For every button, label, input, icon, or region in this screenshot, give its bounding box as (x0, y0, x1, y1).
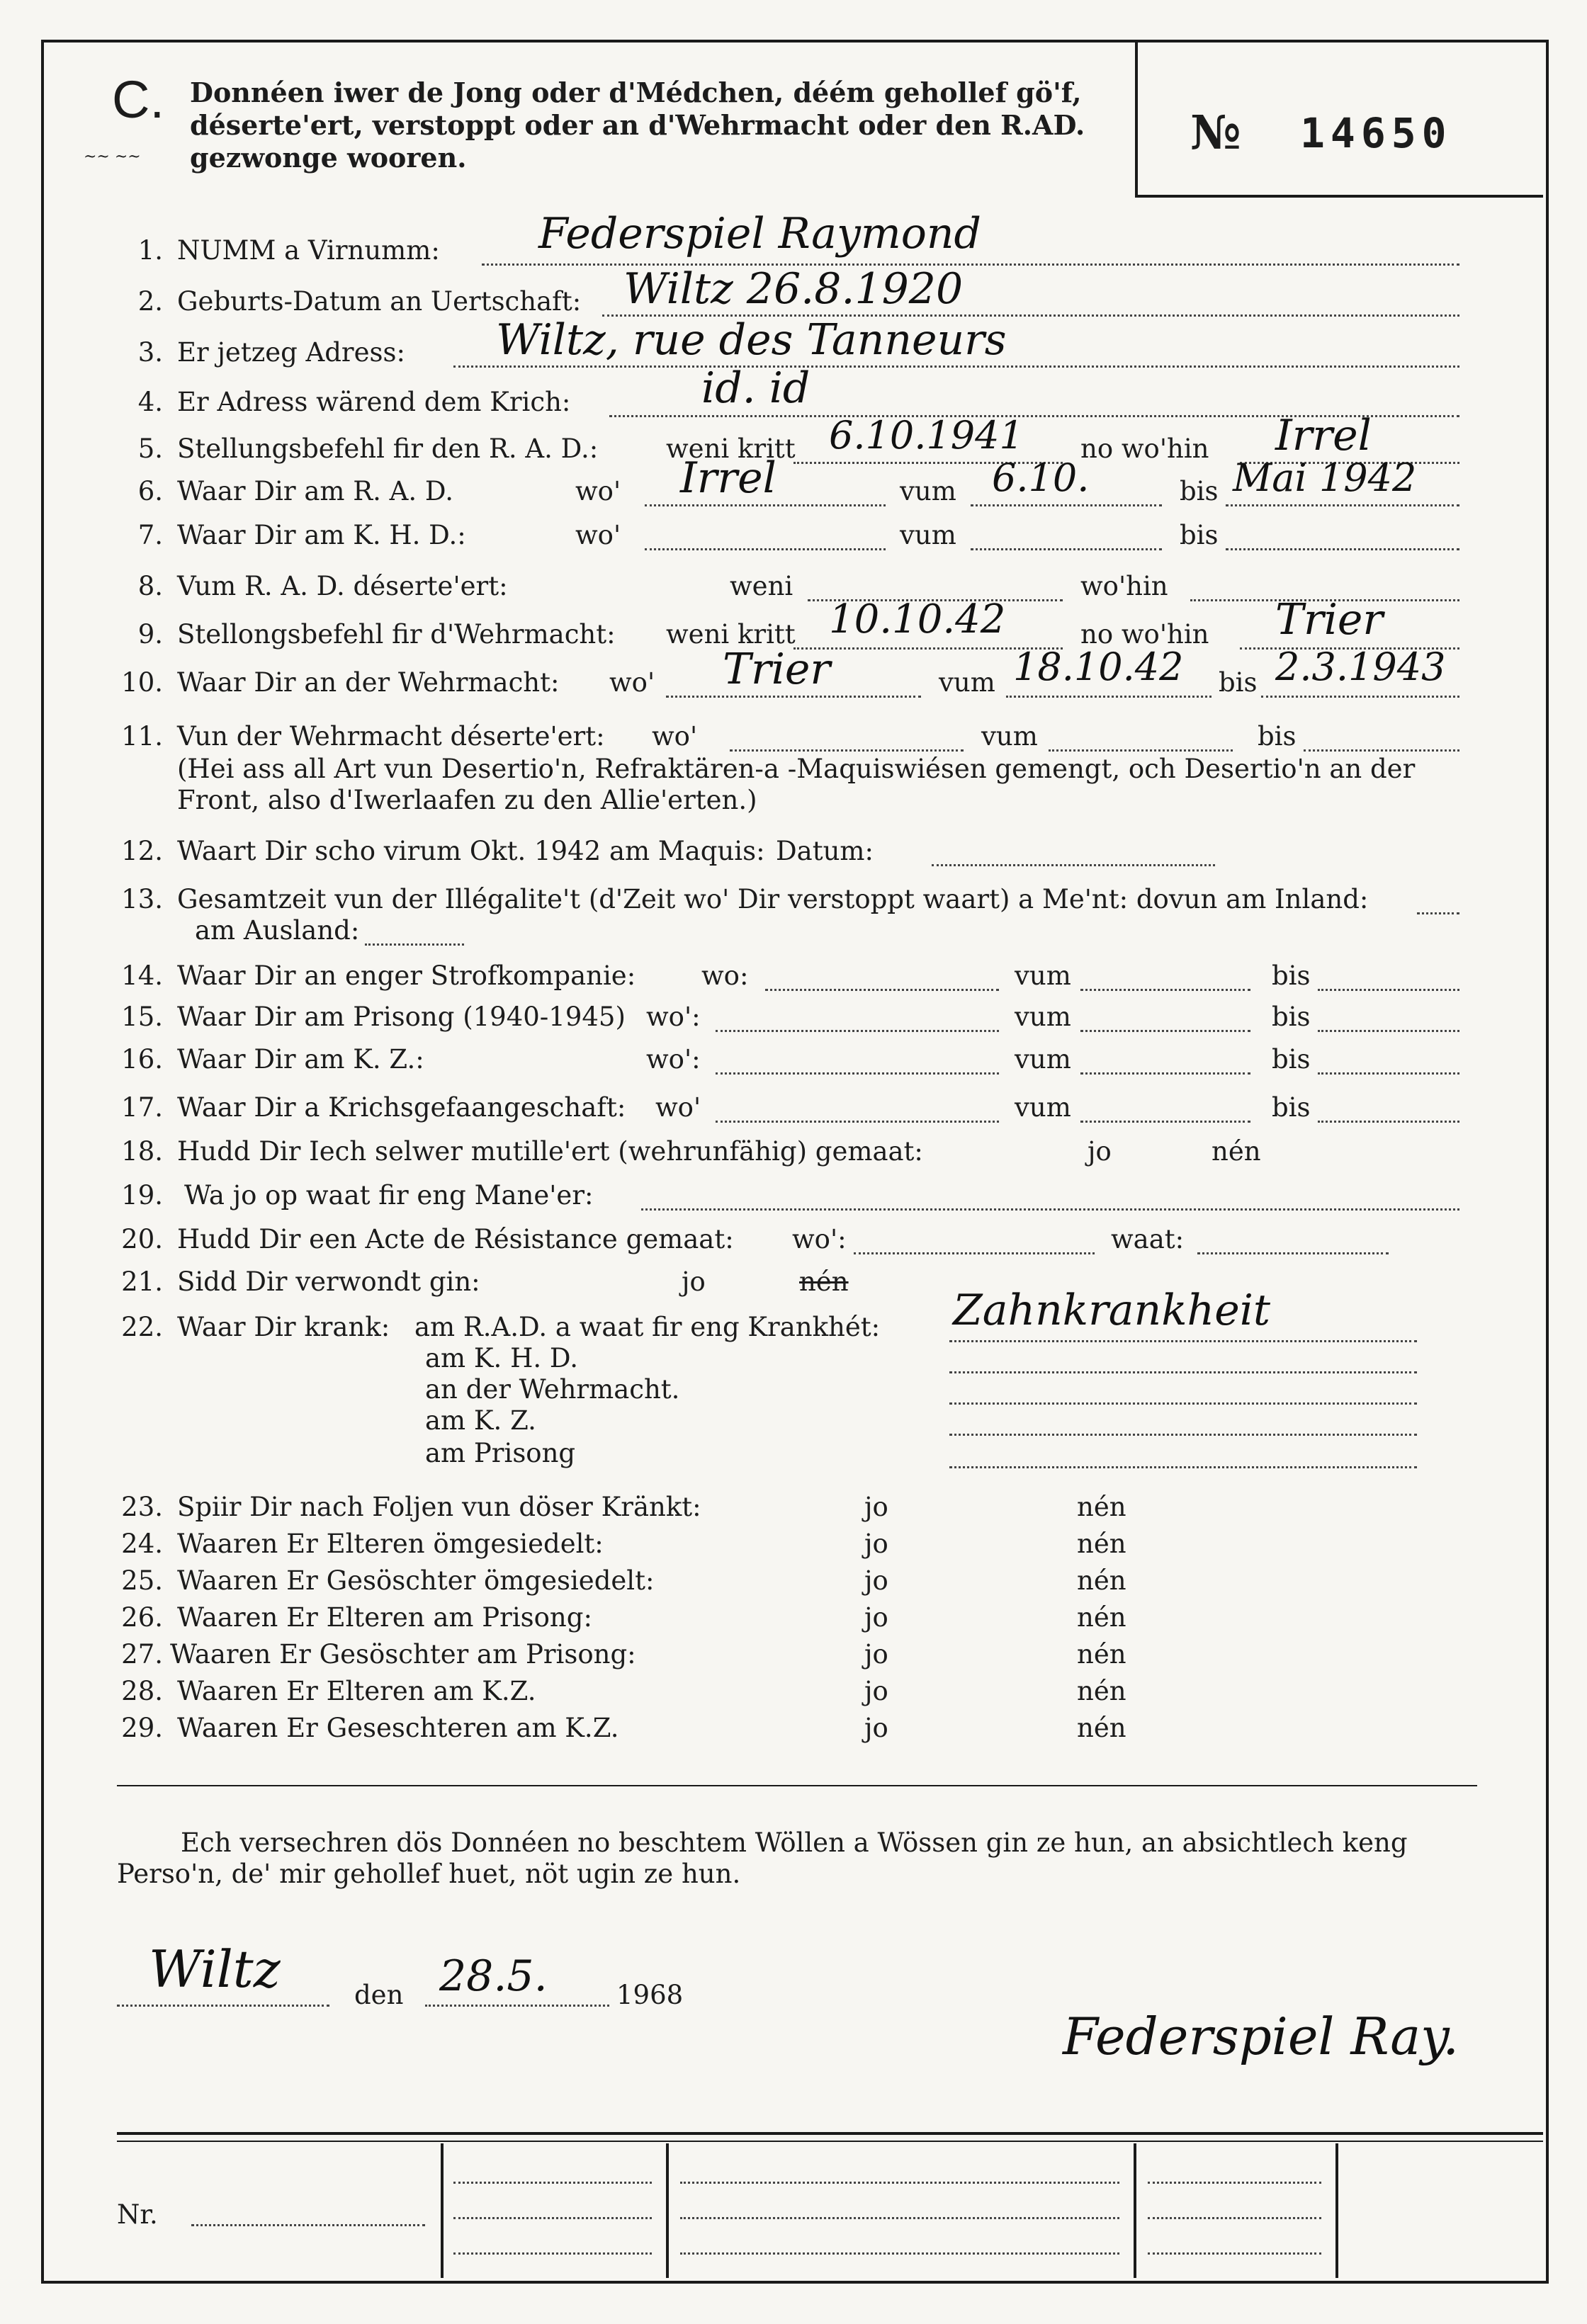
jo-option: jo (864, 1639, 888, 1670)
fill-line (1197, 1252, 1389, 1254)
handwritten-value: Wiltz 26.8.1920 (623, 264, 964, 314)
field-label: Wa jo op waat fir eng Mane'er: (184, 1180, 594, 1211)
nen-option: nén (1077, 1565, 1126, 1596)
field-label: Waar Dir an enger Strofkompanie: (177, 960, 636, 991)
fill-line (971, 548, 1162, 550)
vum-label: vum (1015, 960, 1071, 991)
footer-fill-line (453, 2217, 652, 2219)
field-number: 18. (121, 1136, 163, 1167)
vum-label: vum (1015, 1092, 1071, 1123)
bis-label: bis (1180, 520, 1219, 550)
field-number: 29. (121, 1713, 163, 1743)
field-label: Waaren Er Gesöschter ömgesiedelt: (177, 1565, 655, 1596)
fill-line (1049, 749, 1233, 752)
handwritten-value: Trier (1275, 595, 1384, 645)
fill-line (645, 504, 886, 506)
fill-line (1080, 989, 1250, 991)
fill-line (949, 1402, 1417, 1405)
bis-label: bis (1272, 1044, 1311, 1075)
fill-line (716, 1121, 999, 1123)
footer-fill-line (680, 2182, 1119, 2184)
field-number: 26. (121, 1602, 163, 1633)
fill-line (949, 1466, 1417, 1468)
sub-label: am K. H. D. (425, 1343, 578, 1373)
field-label: Stellungsbefehl fir den R. A. D.: (177, 433, 599, 464)
fill-line (1318, 1121, 1459, 1123)
nen-option-struck: nén (799, 1266, 849, 1297)
field-label: Waart Dir scho virum Okt. 1942 am Maquis: (177, 836, 765, 866)
weni-label: weni (730, 571, 794, 601)
footer-col-2 (666, 2143, 669, 2278)
fill-line (1318, 1030, 1459, 1032)
jo-option: jo (864, 1492, 888, 1522)
wo-label: wo': (792, 1224, 847, 1254)
footer-fill-line (1148, 2217, 1321, 2219)
field-label: Waaren Er Geseschteren am K.Z. (177, 1713, 619, 1743)
fill-line (730, 749, 964, 752)
wohin-label: no wo'hin (1080, 433, 1209, 464)
nen-option: nén (1077, 1713, 1126, 1743)
field-note: (Hei ass all Art vun Desertio'n, Refraktären-a -Maquiswiésen gemengt, och Desertio'n an der Front, also d'Iwerlaafen zu den Allie'erten.) (177, 754, 1416, 815)
wo-label: wo' (652, 721, 698, 752)
handwritten-value: 6.10.1941 (829, 413, 1024, 458)
footer-fill-line (1148, 2182, 1321, 2184)
footer-fill-line (680, 2252, 1119, 2255)
wo-label: wo' (575, 476, 621, 506)
fill-line (666, 696, 921, 698)
fill-line (1417, 912, 1459, 914)
wohin-label: no wo'hin (1080, 619, 1209, 650)
field-label: Vum R. A. D. déserte'ert: (177, 571, 508, 601)
field-label: Waar Dir a Krichsgefaangeschaft: (177, 1092, 626, 1123)
field-number: 23. (121, 1492, 163, 1522)
jo-option: jo (864, 1602, 888, 1633)
field-label: Waar Dir am K. H. D.: (177, 520, 466, 550)
field-number: 24. (121, 1529, 163, 1559)
handwritten-value: Zahnkrankheit (953, 1286, 1271, 1335)
nr-line (191, 2224, 425, 2226)
section-letter: C. (112, 70, 164, 129)
field-number: 13. (121, 884, 163, 914)
field-number: 4. (137, 387, 163, 417)
section-separator (117, 1785, 1477, 1786)
fill-line (949, 1371, 1417, 1373)
field-number: 7. (137, 520, 163, 550)
handwritten-value: 2.3.1943 (1275, 645, 1446, 689)
field-number: 16. (121, 1044, 163, 1075)
field-label: Waaren Er Elteren ömgesiedelt: (177, 1529, 604, 1559)
field-number: 27. (121, 1639, 163, 1670)
field-number: 10. (121, 667, 163, 698)
fill-line (765, 989, 999, 991)
field-label: Waaren Er Elteren am Prisong: (177, 1602, 592, 1633)
fill-line (1318, 989, 1459, 991)
field-label: Sidd Dir verwondt gin: (177, 1266, 480, 1297)
field-label: Gesamtzeit vun der Illégalite't (d'Zeit wo' Dir verstoppt waart) a Me'nt: dovun am Inland: (177, 884, 1369, 914)
field-label: Waar Dir am Prisong (1940-1945) (177, 1002, 626, 1032)
handwritten-value: Mai 1942 (1233, 455, 1417, 500)
declaration-text: Ech versechren dös Donnéen no beschtem Wöllen a Wössen gin ze hun, an absichtlech keng Perso'n, de' mir gehollef huet, nöt ugin ze hun. (117, 1827, 1408, 1889)
field-number: 17. (121, 1092, 163, 1123)
field-label: Er jetzeg Adress: (177, 337, 405, 368)
place-line (117, 2005, 329, 2007)
vum-label: vum (900, 520, 956, 550)
fill-line (645, 548, 886, 550)
field-label: Vun der Wehrmacht déserte'ert: (177, 721, 605, 752)
jo-option: jo (864, 1676, 888, 1706)
field-label-ausland: am Ausland: (195, 915, 360, 946)
nen-option: nén (1077, 1639, 1126, 1670)
field-label: Waar Dir an der Wehrmacht: (177, 667, 560, 698)
nen-option: nén (1077, 1676, 1126, 1706)
field-label: Hudd Dir een Acte de Résistance gemaat: (177, 1224, 734, 1254)
fill-line (854, 1252, 1095, 1254)
fill-line (1080, 1072, 1250, 1075)
fill-line (1226, 548, 1459, 550)
sub-label: am R.A.D. a waat fir eng Krankhét: (414, 1312, 881, 1342)
footer-fill-line (1148, 2252, 1321, 2255)
wo-label: wo' (575, 520, 621, 550)
bis-label: bis (1272, 1002, 1311, 1032)
wo-label: wo: (701, 960, 749, 991)
fill-line (949, 1340, 1417, 1342)
fill-line (1304, 749, 1459, 752)
field-number: 3. (137, 337, 163, 368)
bis-label: bis (1272, 960, 1311, 991)
handwritten-value: Federspiel Raymond (538, 209, 981, 259)
fill-line (949, 1434, 1417, 1436)
field-number: 8. (137, 571, 163, 601)
bis-label: bis (1180, 476, 1219, 506)
field-label: Waar Dir krank: (177, 1312, 390, 1342)
sub-label: am K. Z. (425, 1405, 536, 1436)
header-tilde: ~~ ~~ (84, 148, 141, 166)
fill-line (1080, 1030, 1250, 1032)
date-line (425, 2005, 609, 2007)
field-number: 11. (121, 721, 163, 752)
wohin-label: wo'hin (1080, 571, 1168, 601)
field-label: Waar Dir am K. Z.: (177, 1044, 424, 1075)
jo-option: jo (1088, 1136, 1112, 1167)
field-number: 19. (121, 1180, 163, 1211)
field-label: Waaren Er Elteren am K.Z. (177, 1676, 536, 1706)
signing-place: Wiltz (149, 1939, 281, 1999)
footer-line-top (117, 2132, 1543, 2135)
jo-option: jo (864, 1713, 888, 1743)
jo-option: jo (864, 1529, 888, 1559)
fill-line (1006, 696, 1212, 698)
field-number: 22. (121, 1312, 163, 1342)
signature: Federspiel Ray. (1063, 2007, 1459, 2066)
field-number: 1. (137, 235, 163, 266)
footer-fill-line (453, 2252, 652, 2255)
footer-col-3 (1134, 2143, 1136, 2278)
field-label: Waaren Er Gesöschter am Prisong: (170, 1639, 636, 1670)
wo-label: wo': (646, 1044, 701, 1075)
weni-label: weni kritt (666, 433, 796, 464)
wo-label: wo': (646, 1002, 701, 1032)
field-number: 12. (121, 836, 163, 866)
handwritten-value: Irrel (680, 453, 776, 503)
field-number: 9. (137, 619, 163, 650)
weni-label: weni kritt (666, 619, 796, 650)
field-label: Geburts-Datum an Uertschaft: (177, 286, 582, 317)
footer-line-second (117, 2141, 1543, 2142)
handwritten-value: Trier (723, 645, 831, 694)
header-title: Donnéen iwer de Jong oder d'Médchen, déém gehollef gö'f, déserte'ert, verstoppt oder an d'Wehrmacht oder den R.AD. gezwonge wooren. (190, 76, 1085, 174)
sub-label: an der Wehrmacht. (425, 1374, 680, 1405)
fill-line (1318, 1072, 1459, 1075)
datum-label: Datum: (776, 836, 874, 866)
handwritten-value: 18.10.42 (1013, 645, 1184, 689)
field-label: NUMM a Virnumm: (177, 235, 440, 266)
field-number: 14. (121, 960, 163, 991)
fill-line (932, 864, 1215, 866)
jo-option: jo (864, 1565, 888, 1596)
nen-option: nén (1077, 1529, 1126, 1559)
footer-col-4 (1335, 2143, 1338, 2278)
fill-line (365, 943, 464, 946)
wo-label: wo' (655, 1092, 701, 1123)
field-number: 2. (137, 286, 163, 317)
vum-label: vum (981, 721, 1038, 752)
fill-line (716, 1072, 999, 1075)
footer-col-1 (441, 2143, 444, 2278)
field-number: 25. (121, 1565, 163, 1596)
waat-label: waat: (1111, 1224, 1185, 1254)
fill-line (1261, 696, 1459, 698)
vum-label: vum (900, 476, 956, 506)
field-number: 6. (137, 476, 163, 506)
signing-year: 1968 (616, 1980, 684, 2010)
form-number: 14650 (1300, 109, 1452, 157)
field-number: 15. (121, 1002, 163, 1032)
handwritten-value: Irrel (1275, 411, 1372, 460)
nr-label: Nr. (117, 2199, 158, 2230)
number-label: № (1190, 105, 1241, 160)
fill-line (641, 1208, 1459, 1211)
fill-line (453, 365, 1459, 368)
den-label: den (354, 1980, 404, 2010)
vum-label: vum (1015, 1002, 1071, 1032)
vum-label: vum (1015, 1044, 1071, 1075)
field-label: Hudd Dir Iech selwer mutille'ert (wehrunfähig) gemaat: (177, 1136, 923, 1167)
fill-line (1226, 504, 1459, 506)
handwritten-value: id. id (701, 363, 811, 413)
bis-label: bis (1219, 667, 1258, 698)
signing-date: 28.5. (439, 1951, 548, 2001)
wo-label: wo' (609, 667, 655, 698)
handwritten-value: 10.10.42 (829, 596, 1006, 642)
nen-option: nén (1077, 1492, 1126, 1522)
header-divider (1135, 41, 1138, 197)
footer-fill-line (680, 2217, 1119, 2219)
bis-label: bis (1258, 721, 1297, 752)
field-number: 28. (121, 1676, 163, 1706)
jo-option: jo (682, 1266, 706, 1297)
field-label: Stellongsbefehl fir d'Wehrmacht: (177, 619, 616, 650)
footer-fill-line (453, 2182, 652, 2184)
sub-label: am Prisong (425, 1438, 576, 1468)
fill-line (716, 1030, 999, 1032)
field-label: Waar Dir am R. A. D. (177, 476, 453, 506)
field-number: 5. (137, 433, 163, 464)
field-label: Spiir Dir nach Foljen vun döser Kränkt: (177, 1492, 701, 1522)
handwritten-value: Wiltz, rue des Tanneurs (496, 315, 1007, 365)
handwritten-value: 6.10. (992, 455, 1090, 500)
field-number: 21. (121, 1266, 163, 1297)
fill-line (1080, 1121, 1250, 1123)
field-label: Er Adress wärend dem Krich: (177, 387, 571, 417)
nen-option: nén (1077, 1602, 1126, 1633)
vum-label: vum (939, 667, 995, 698)
bis-label: bis (1272, 1092, 1311, 1123)
header-bottom-line (1135, 195, 1543, 198)
nen-option: nén (1212, 1136, 1261, 1167)
field-number: 20. (121, 1224, 163, 1254)
fill-line (971, 504, 1162, 506)
